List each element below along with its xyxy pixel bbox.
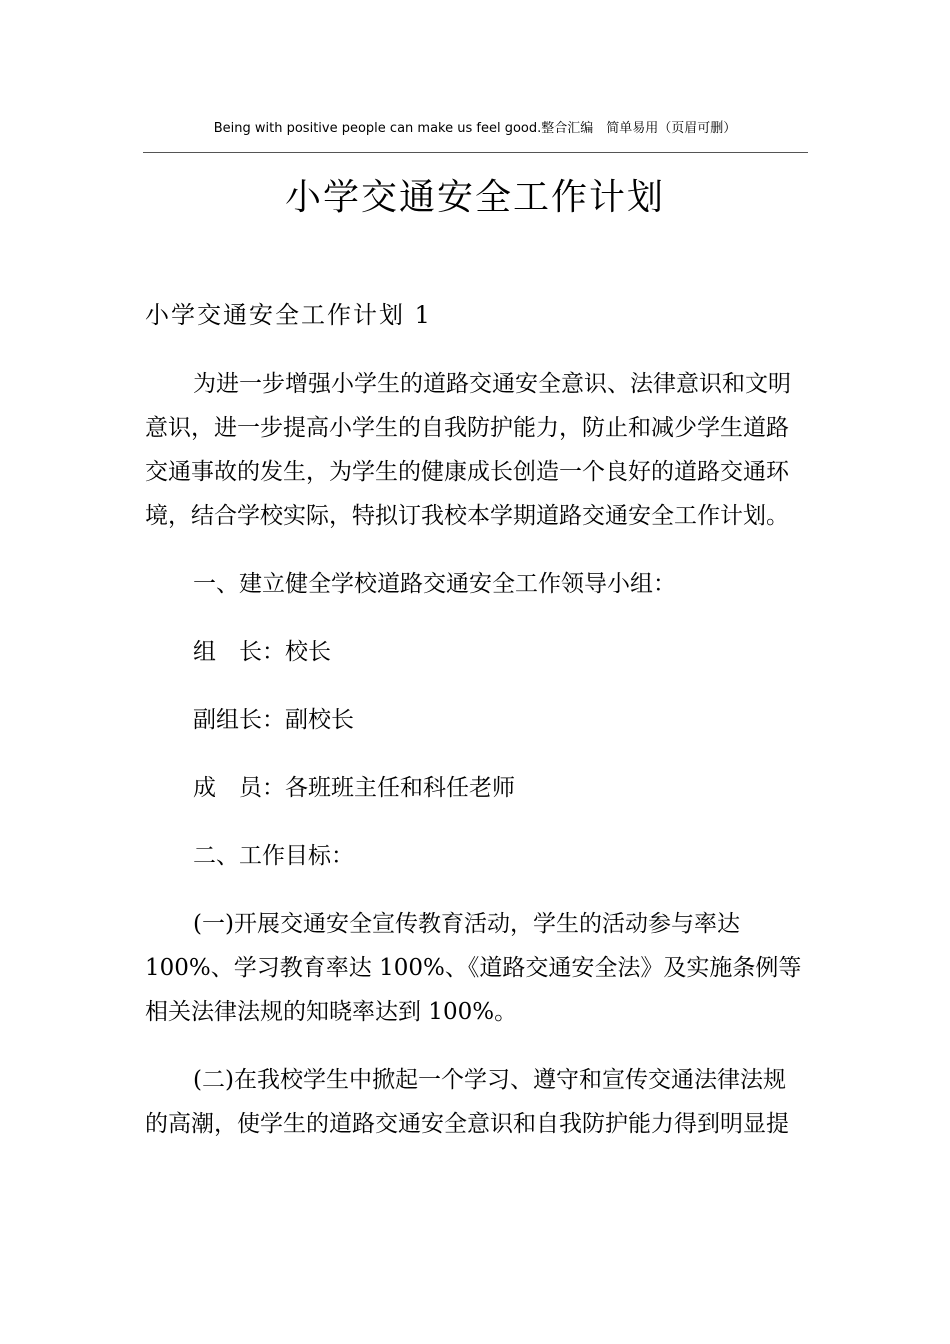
paragraph-section-one-heading bbox=[145, 562, 807, 606]
paragraph-members bbox=[145, 766, 807, 810]
paragraph-intro bbox=[145, 362, 807, 538]
paragraph-line: 100%、学习教育率达 100%、《道路交通安全法》及实施条例等 bbox=[145, 955, 802, 981]
paragraph-line: 一、建立健全学校道路交通安全工作领导小组： bbox=[193, 571, 676, 597]
paragraph-line: 的高潮，使学生的道路交通安全意识和自我防护能力得到明显提 bbox=[145, 1111, 789, 1137]
paragraph-line: 为进一步增强小学生的道路交通安全意识、法律意识和文明 bbox=[193, 371, 791, 397]
document-title: 小学交通安全工作计划 bbox=[284, 177, 665, 218]
paragraph-line: 副组长：副校长 bbox=[193, 707, 354, 733]
paragraph-leader bbox=[145, 630, 807, 674]
paragraph-line: 相关法律法规的知晓率达到 100%。 bbox=[145, 999, 518, 1025]
paragraph-line: 意识，进一步提高小学生的自我防护能力，防止和减少学生道路 bbox=[145, 415, 789, 441]
paragraph-line: 交通事故的发生，为学生的健康成长创造一个良好的道路交通环 bbox=[145, 459, 789, 485]
paragraph-line: 二、工作目标： bbox=[193, 843, 354, 869]
paragraph-line: 组 长：校长 bbox=[193, 639, 331, 665]
paragraph-line: 成 员：各班班主任和科任老师 bbox=[193, 775, 515, 801]
paragraph-goal-one bbox=[145, 902, 807, 1034]
paragraph-line: (一)开展交通安全宣传教育活动，学生的活动参与率达 bbox=[193, 911, 740, 937]
paragraph-line: (二)在我校学生中掀起一个学习、遵守和宣传交通法律法规 bbox=[193, 1067, 786, 1093]
paragraph-line: 境，结合学校实际，特拟订我校本学期道路交通安全工作计划。 bbox=[145, 503, 789, 529]
document-body bbox=[145, 362, 807, 1146]
section-title: 小学交通安全工作计划 1 bbox=[145, 301, 432, 329]
paragraph-section-two-heading bbox=[145, 834, 807, 878]
header-divider bbox=[143, 152, 808, 153]
paragraph-deputy-leader bbox=[145, 698, 807, 742]
paragraph-goal-two bbox=[145, 1058, 807, 1146]
page-header-text: Being with positive people can make us feel good.整合汇编 简单易用（页眉可删） bbox=[213, 121, 737, 136]
